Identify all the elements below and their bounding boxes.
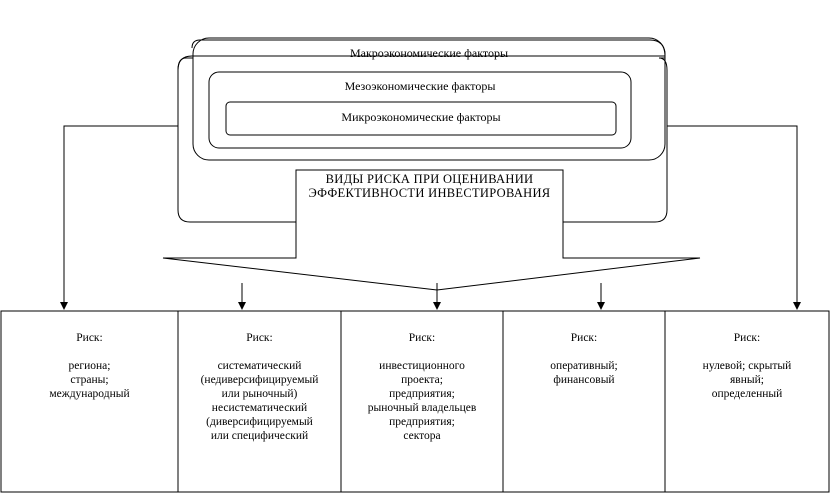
central-title: ВИДЫ РИСКА ПРИ ОЦЕНИВАНИИ ЭФФЕКТИВНОСТИ ИНВЕСТИРОВАНИЯ [308, 172, 551, 200]
risk-box-1-heading: Риск: [76, 332, 103, 344]
risk-box-5-text [667, 317, 827, 415]
micro-factors-label: Микроэкономические факторы [341, 110, 501, 124]
risk-box-4-text [505, 317, 663, 401]
risk-box-2-heading: Риск: [246, 332, 273, 344]
risk-box-5-body: нулевой; скрытый явный; определенный [702, 360, 792, 400]
arrowhead-2 [238, 302, 246, 310]
left-connector-line [64, 126, 178, 304]
arrowhead-4 [597, 302, 605, 310]
risk-box-3-text [343, 317, 501, 457]
meso-factors-label: Мезоэкономические факторы [344, 79, 496, 93]
macro-factors-label: Макроэкономические факторы [349, 46, 509, 60]
arrowhead-5 [793, 302, 801, 310]
risk-box-1-text [4, 317, 175, 415]
risk-box-5-heading: Риск: [733, 332, 761, 344]
risk-box-2-text [180, 317, 339, 457]
risk-box-3-heading: Риск: [408, 332, 436, 344]
risk-box-4-body: оперативный; финансовый [550, 360, 618, 386]
risk-box-3-body: инвестиционного проекта; предприятия; рыночный владельцев предприятия; сектора [367, 360, 477, 442]
risk-box-4-heading: Риск: [570, 332, 598, 344]
risk-box-1-body: региона; страны; международный [49, 360, 130, 400]
right-connector-line [667, 126, 797, 304]
risk-box-2-body: систематический (недиверсифицируемый или рыночный) несистематический (диверсифицируемый или специфический [200, 360, 319, 442]
arrowhead-1 [60, 302, 68, 310]
arrowhead-3 [433, 302, 441, 310]
